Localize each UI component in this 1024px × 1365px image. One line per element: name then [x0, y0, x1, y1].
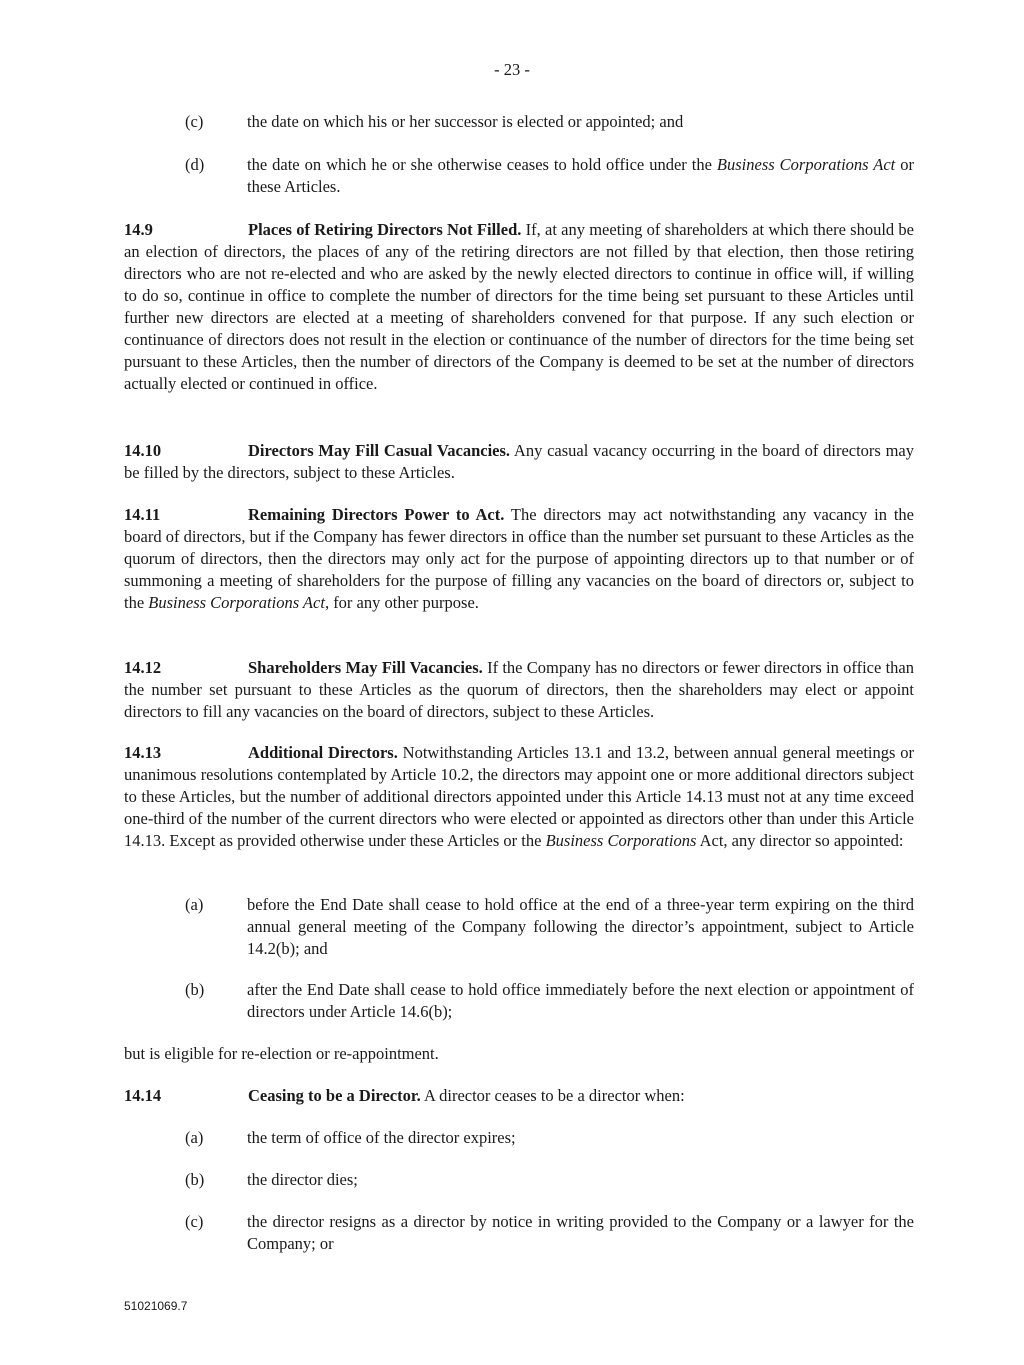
article-body: Notwithstanding Articles 13.1 and 13.2, between annual general meetings or unanimous resolutions contemplated by Article 10.2, the directors may appoint one or more additional directors subject to these Articles, but the number of additional directors appointed under this Article 14.13 must not at any time exceed one-third of the number of the current directors who were elected or appointed as directors other than under this Article 14.13. Except as provided otherwise under these Articles or the: [124, 743, 914, 850]
article-number: 14.12: [124, 658, 162, 677]
article-14-13-tail: but is eligible for re-election or re-appointment.: [124, 1044, 439, 1063]
article-number: 14.10: [124, 441, 162, 460]
article-number: 14.9: [124, 220, 153, 239]
statute-name: Business Corporations Act: [148, 593, 325, 612]
article-heading: Shareholders May Fill Vacancies.: [248, 658, 483, 677]
article-number: 14.13: [124, 743, 162, 762]
item-label: (d): [185, 155, 205, 174]
article-number: 14.11: [124, 505, 161, 524]
item-text: the term of office of the director expires;: [247, 1128, 516, 1147]
item-label: (a): [185, 1128, 204, 1147]
page-number: - 23 -: [494, 60, 530, 79]
article-body: If, at any meeting of shareholders at which there should be an election of directors, the places of any of the retiring directors are not filled by that election, then those retiring directors who are not re-elected and who are asked by the newly elected directors to continue in office will, if willing to do so, continue in office to complete the number of directors for the time being set pursuant to these Articles until further new directors are elected at a meeting of shareholders convened for that purpose. If any such election or continuance of directors does not result in the election or continuance of the number of directors for the time being set pursuant to these Articles, then the number of directors of the Company is deemed to be set at the number of directors actually elected or continued in office.: [124, 220, 914, 393]
item-label: (a): [185, 895, 204, 914]
article-14-12: [124, 657, 914, 723]
article-heading: Places of Retiring Directors Not Filled.: [248, 220, 522, 239]
article-number: 14.14: [124, 1086, 162, 1105]
article-14-11: [124, 504, 914, 614]
item-label: (b): [185, 980, 205, 999]
article-body: The directors may act notwithstanding any vacancy in the board of directors, but if the Company has fewer directors in office than the number set pursuant to these Articles as the quorum of directors, then the directors may only act for the purpose of appointing directors up to that number or of summoning a meeting of shareholders for the purpose of filling any vacancies on the board of directors or, subject to the: [124, 505, 914, 612]
article-heading: Ceasing to be a Director.: [248, 1086, 421, 1105]
article-body: Any casual vacancy occurring in the board of directors may be filled by the directors, subject to these Articles.: [124, 441, 915, 482]
article-body-end: , for any other purpose.: [324, 593, 479, 612]
article-body: A director ceases to be a director when:: [420, 1086, 685, 1105]
item-text: the date on which he or she otherwise ceases to hold office under the Business Corporations Act or these Articles.: [247, 155, 914, 196]
article-14-13: [124, 742, 914, 852]
item-text: the director dies;: [247, 1170, 358, 1189]
document-id-footer: 51021069.7: [124, 1299, 188, 1313]
item-text: the date on which his or her successor is elected or appointed; and: [247, 112, 684, 131]
item-label: (b): [185, 1170, 205, 1189]
item-label: (c): [185, 1212, 204, 1231]
item-label: (c): [185, 112, 204, 131]
article-body-end: Act, any director so appointed:: [696, 831, 904, 850]
article-14-14: [124, 1085, 914, 1107]
article-heading: Remaining Directors Power to Act.: [248, 505, 505, 524]
statute-name: Business Corporations: [545, 831, 697, 850]
article-14-10: [124, 440, 914, 484]
item-text: the director resigns as a director by notice in writing provided to the Company or a lawyer for the Company; or: [247, 1212, 914, 1253]
article-14-9: [124, 219, 914, 395]
article-heading: Additional Directors.: [248, 743, 398, 762]
article-heading: Directors May Fill Casual Vacancies.: [248, 441, 511, 460]
item-text: before the End Date shall cease to hold office at the end of a three-year term expiring on the third annual general meeting of the Company following the director’s appointment, subject to Article 14.2(b); and: [247, 895, 914, 958]
article-body: If the Company has no directors or fewer directors in office than the number set pursuant to these Articles as the quorum of directors, then the shareholders may elect or appoint directors to fill any vacancies on the board of directors, subject to these Articles.: [124, 658, 915, 721]
item-text: after the End Date shall cease to hold office immediately before the next election or appointment of directors under Article 14.6(b);: [247, 980, 914, 1021]
